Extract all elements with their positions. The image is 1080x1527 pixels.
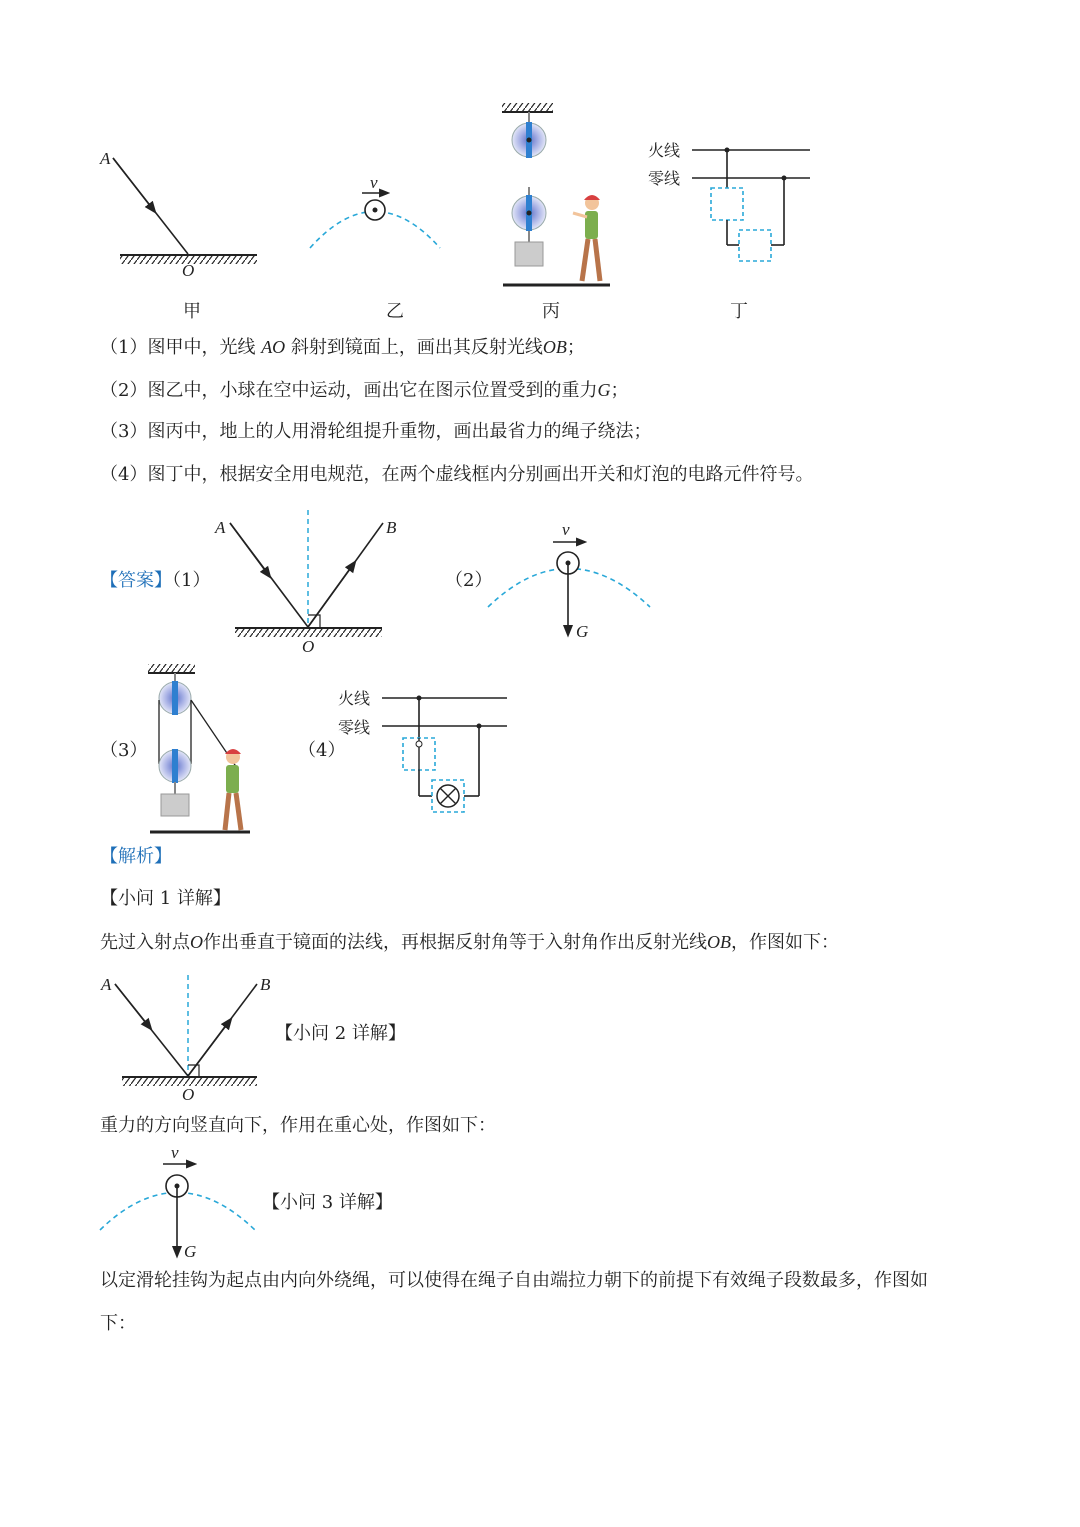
q2-text: 重力的方向竖直向下，作用在重心处，作图如下：	[100, 1115, 496, 1136]
velocity-label: v	[370, 173, 378, 192]
svg-text:v: v	[171, 1143, 179, 1162]
svg-text:G: G	[184, 1242, 197, 1261]
caption-ding: 丁	[730, 301, 748, 322]
svg-text:火线: 火线	[338, 689, 371, 708]
q1-title: 【小问 1 详解】	[100, 888, 231, 909]
svg-text:O: O	[182, 1085, 195, 1104]
dashed-box-1	[711, 188, 743, 220]
figure-yi	[300, 170, 450, 260]
question-1: （1）图甲中，光线 AO 斜射到镜面上，画出其反射光线OB；	[100, 337, 585, 358]
question-3: （3）图丙中，地上的人用滑轮组提升重物，画出最省力的绳子绕法；	[100, 421, 652, 442]
svg-text:v: v	[562, 520, 570, 539]
q2-title: 【小问 2 详解】	[275, 1023, 406, 1044]
q3-text-line1: 以定滑轮挂钩为起点由内向外绕绳，可以使得在绳子自由端拉力朝下的前提下有效绳子段数最多，作图如	[100, 1270, 928, 1291]
svg-text:B: B	[260, 975, 271, 994]
svg-text:A: A	[215, 518, 226, 537]
figure-ding	[640, 130, 820, 270]
q1-text: 先过入射点O作出垂直于镜面的法线，再根据反射角等于入射角作出反射光线OB，作图如下：	[100, 932, 839, 953]
dashed-box-2	[739, 230, 771, 261]
svg-text:O: O	[302, 637, 315, 656]
question-2: （2）图乙中，小球在空中运动，画出它在图示位置受到的重力G；	[100, 380, 629, 401]
figure-bing	[495, 100, 620, 295]
svg-text:G: G	[576, 622, 589, 641]
svg-text:零线: 零线	[338, 718, 371, 737]
q3-text-line2: 下：	[100, 1313, 136, 1334]
svg-text:B: B	[386, 518, 397, 537]
answer-figure-4	[335, 680, 515, 815]
person	[573, 195, 600, 281]
answer-label-row: 【答案】（1）	[100, 570, 211, 591]
bulb-symbol	[437, 785, 459, 807]
question-4: （4）图丁中，根据安全用电规范，在两个虚线框内分别画出开关和灯泡的电路元件符号。	[100, 464, 814, 485]
analysis-figure-1	[95, 972, 275, 1107]
svg-text:A: A	[101, 975, 112, 994]
answer-label: 【答案】	[100, 570, 172, 591]
answer-figure-2	[480, 515, 660, 645]
live-wire-label: 火线	[648, 141, 681, 160]
weight-block	[515, 242, 543, 266]
answer-figure-3	[145, 660, 260, 840]
neutral-wire-label: 零线	[648, 169, 681, 188]
q3-title: 【小问 3 详解】	[262, 1192, 393, 1213]
caption-bing: 丙	[542, 301, 560, 322]
analysis-label: 【解析】	[100, 846, 172, 867]
caption-yi: 乙	[386, 301, 404, 322]
point-o-label: O	[182, 261, 195, 280]
figure-jia	[95, 140, 265, 290]
point-a-label: A	[100, 149, 111, 168]
answer-figure-1	[205, 505, 395, 655]
caption-jia: 甲	[183, 301, 201, 322]
